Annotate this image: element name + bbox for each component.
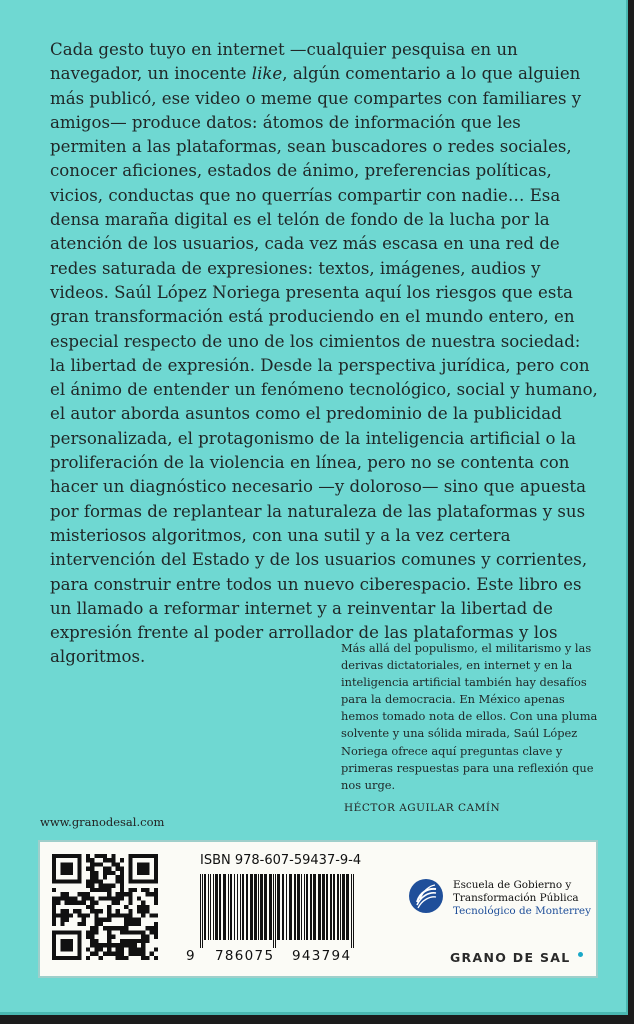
school-name bbox=[453, 879, 591, 919]
tec-monterrey-logo-icon bbox=[408, 878, 444, 914]
synopsis-part-1: Cada gesto tuyo en internet —cualquier pesquisa en un navegador, un inocente bbox=[50, 40, 518, 84]
isbn-number: ISBN 978-607-59437-9-4 bbox=[200, 853, 362, 868]
barcode-digits-group-1: 786075 bbox=[215, 948, 275, 964]
endorsement-quote: Más allá del populismo, el militarismo y las derivas dictatoriales, en internet y en la inteligencia artificial también hay desafíos para la democracia. En México apenas hemos tomado nota de ellos. Con una pluma solvente y una sólida mirada, Saúl López Noriega ofrece aquí preguntas clave y primeras respuestas para una reflexión que nos urge. bbox=[341, 641, 598, 792]
publisher-logo-text: GRANO DE SAL bbox=[450, 950, 571, 965]
school-name-line-1: Escuela de Gobierno y bbox=[453, 879, 572, 891]
barcode-digits-group-2: 943794 bbox=[292, 948, 352, 964]
school-name-line-2: Transformación Pública bbox=[453, 892, 579, 905]
endorsement-author: HÉCTOR AGUILAR CAMÍN bbox=[344, 802, 501, 814]
qr-code-icon bbox=[52, 854, 158, 960]
school-name-line-3: Tecnológico de Monterrey bbox=[453, 905, 591, 918]
isbn-label-box bbox=[38, 840, 598, 978]
barcode-icon bbox=[198, 874, 366, 948]
synopsis-text bbox=[50, 38, 598, 670]
barcode-digit-first: 9 bbox=[186, 948, 196, 964]
publisher-logo-dot bbox=[578, 952, 583, 957]
synopsis-like-word: like bbox=[251, 64, 283, 84]
publisher-website: www.granodesal.com bbox=[40, 815, 165, 829]
synopsis-part-2: , algún comentario a lo que alguien más publicó, ese video o meme que compartes con familiares y amigos— produce datos: átomos de información que les permiten a las plataformas, sean buscadores o redes sociales, conocer aficiones, estados de ánimo, preferencias políticas, vicios, conductas que no querrías compartir con nadie… Esa densa maraña digital es el telón de fondo de la lucha por la atención de los usuarios, cada vez más escasa en una red de redes saturada de expresiones: textos, imágenes, audios y videos. Saúl López Noriega presenta aquí los riesgos que esta gran transformación está produciendo en el mundo entero, en especial respecto de uno de los cimientos de nuestra sociedad: la libertad de expresión. Desde la perspectiva jurídica, pero con el ánimo de entender un fenómeno tecnológico, social y humano, el autor aborda asuntos como el predominio de la publicidad personalizada, el protagonismo de la inteligencia artificial o la proliferación de la violencia en línea, pero no se contenta con hacer un diagnóstico necesario —y doloroso— sino que apuesta por formas de replantear la naturaleza de las plataformas y sus misteriosos algoritmos, con una sutil y a la vez certera intervención del Estado y de los usuarios comunes y corrientes, para construir entre todos un nuevo ciberespacio. Este libro es un llamado a reformar internet y a reinventar la libertad de expresión frente al poder arrollador de las plataformas y los algoritmos. bbox=[50, 64, 598, 667]
